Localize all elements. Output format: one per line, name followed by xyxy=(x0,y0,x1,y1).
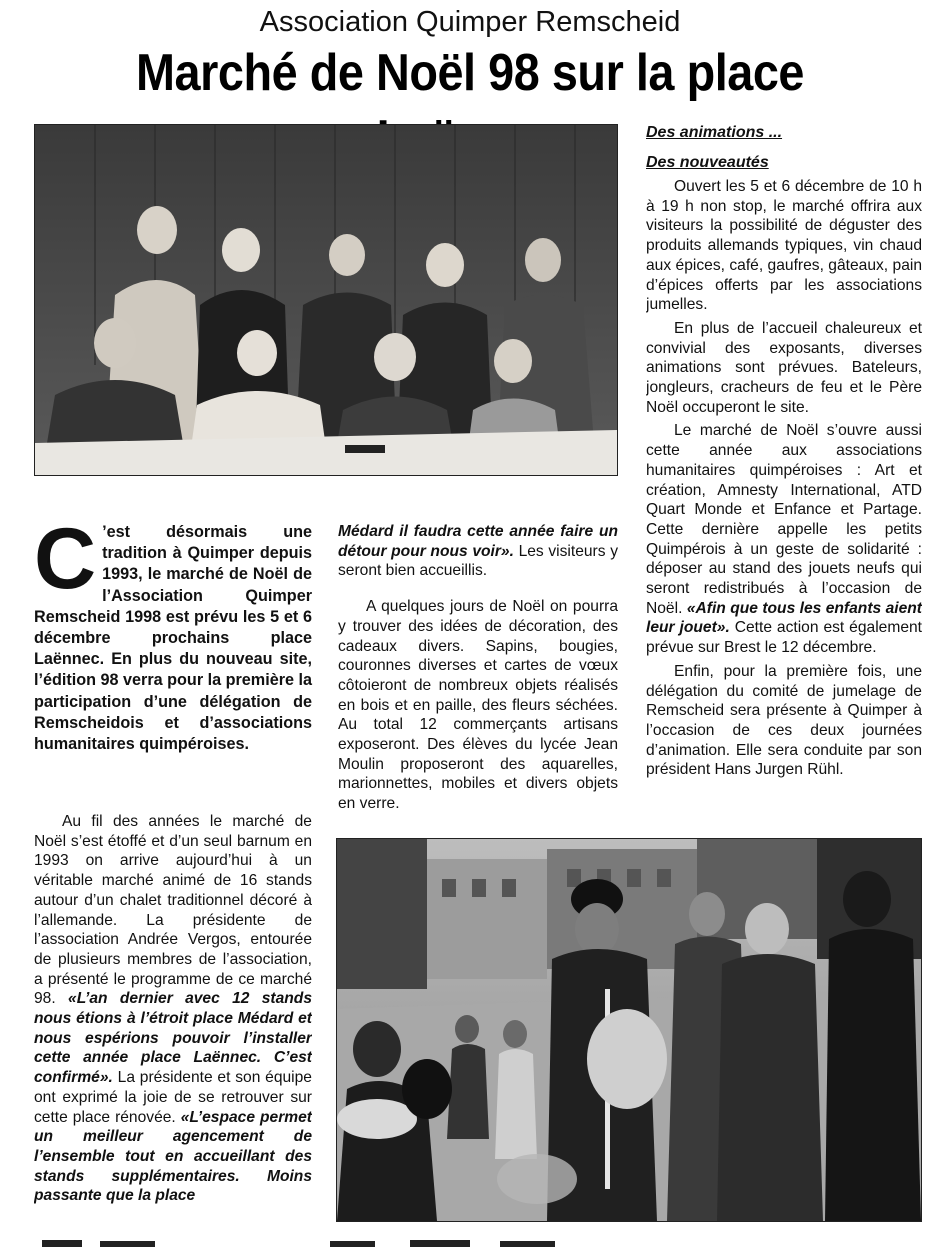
subhead-animations: Des animations ... xyxy=(646,124,783,141)
market-crowd-photo-icon xyxy=(336,838,922,1222)
paragraph-text: Cette action est également prévue sur Brest le 12 décembre. xyxy=(646,619,922,657)
paragraph xyxy=(646,421,922,657)
paragraph-text: La présidente et son équipe ont exprimé la joie de se retrouver sur cette place rénovée. xyxy=(34,1069,312,1126)
page-bottom-edge xyxy=(30,1232,930,1247)
quote: «L’an dernier avec 12 stands nous étions à l’étroit place Médard et nous espérions pouvoir l’installer cette année place Laënnec. C’est confirmé». xyxy=(34,990,312,1087)
article-headline: Marché de Noël 98 sur la place xyxy=(135,44,804,102)
paragraph-text: Les visiteurs y seront bien accueillis. xyxy=(338,542,618,580)
paragraph: En plus de l’accueil chaleureux et convivial des exposants, diverses animations sont prévues. Bateleurs, jongleurs, cracheurs de feu et le Père Noël occuperont le site. xyxy=(646,319,922,416)
lead-text: ’est désormais une tradition à Quimper depuis 1993, le marché de Noël de l’Association Quimper Remscheid 1998 est prévu les 5 et 6 décembre prochains place Laënnec. En plus du nouveau site, l’édition 98 verra pour la première la participation d’une délégation de Remscheidois et d’associations humanitaires quimpéroises. xyxy=(34,523,312,754)
paragraph: Enfin, pour la première fois, une délégation du comité de jumelage de Remscheid sera présente à Quimper à l’occasion de ces deux journées d’animation. Elle sera conduite par son président Hans Jurgen Rühl. xyxy=(646,662,922,779)
group-photo-icon xyxy=(34,124,618,476)
paragraph xyxy=(34,812,312,1206)
paragraph: A quelques jours de Noël on pourra y trouver des idées de décoration, des cadeaux divers. Sapins, bougies, couronnes diverses et cartes de vœux côtoieront de nombreux objets réalisés en bois et en paille, des fleurs séchées. Au total 12 commerçants artisans exposeront. Des élèves du lycée Jean Moulin proposeront des aquarelles, marionnettes, mobiles et divers objets en verre. xyxy=(338,598,618,813)
quote: «L’espace permet un meilleur agencement de l’ensemble tout en accueillant des stands supplémentaires. Moins passante que la place xyxy=(34,1108,312,1205)
paragraph xyxy=(338,522,618,581)
article-lead xyxy=(34,511,312,755)
quote: Médard il faudra cette année faire un détour pour nous voir». xyxy=(338,523,618,560)
article-column-2 xyxy=(338,522,618,822)
paragraph-text: Au fil des années le marché de Noël s’est étoffé et d’un seul barnum en 1993 on arrive aujourd’hui à un véritable marché animé de 16 stands autour d’un chalet traditionnel décoré à l’allemande. La présidente de l’association Andrée Vergos, entourée de plusieurs membres de l’association, a présenté le programme de ce marché 98. xyxy=(34,813,312,1008)
subhead-nouveautes: Des nouveautés xyxy=(646,154,769,171)
article-column-1 xyxy=(34,812,312,1216)
paragraph-text: Le marché de Noël s’ouvre aussi cette année aux associations humanitaires quimpéroises : Art et création, Amnesty International, ATD Quart Monde et Enfance et Partage. Cette dernière appelle les petits Quimpérois à un geste de solidarité : déposer au stand des jouets neufs qui seront redistribués à l’occasion de Noël. xyxy=(646,422,922,617)
paragraph: Ouvert les 5 et 6 décembre de 10 h à 19 h non stop, le marché offrira aux visiteurs la possibilité de déguster des produits allemands typiques, vin chaud aux épices, café, gaufres, gâteaux, pain d’épices offerts par les associations jumelles. xyxy=(646,178,922,314)
quote: «Afin que tous les enfants aient leur jouet». xyxy=(646,599,922,637)
article-kicker: Association Quimper Remscheid xyxy=(259,6,681,38)
drop-cap: C xyxy=(34,511,97,607)
article-column-3 xyxy=(646,123,922,833)
